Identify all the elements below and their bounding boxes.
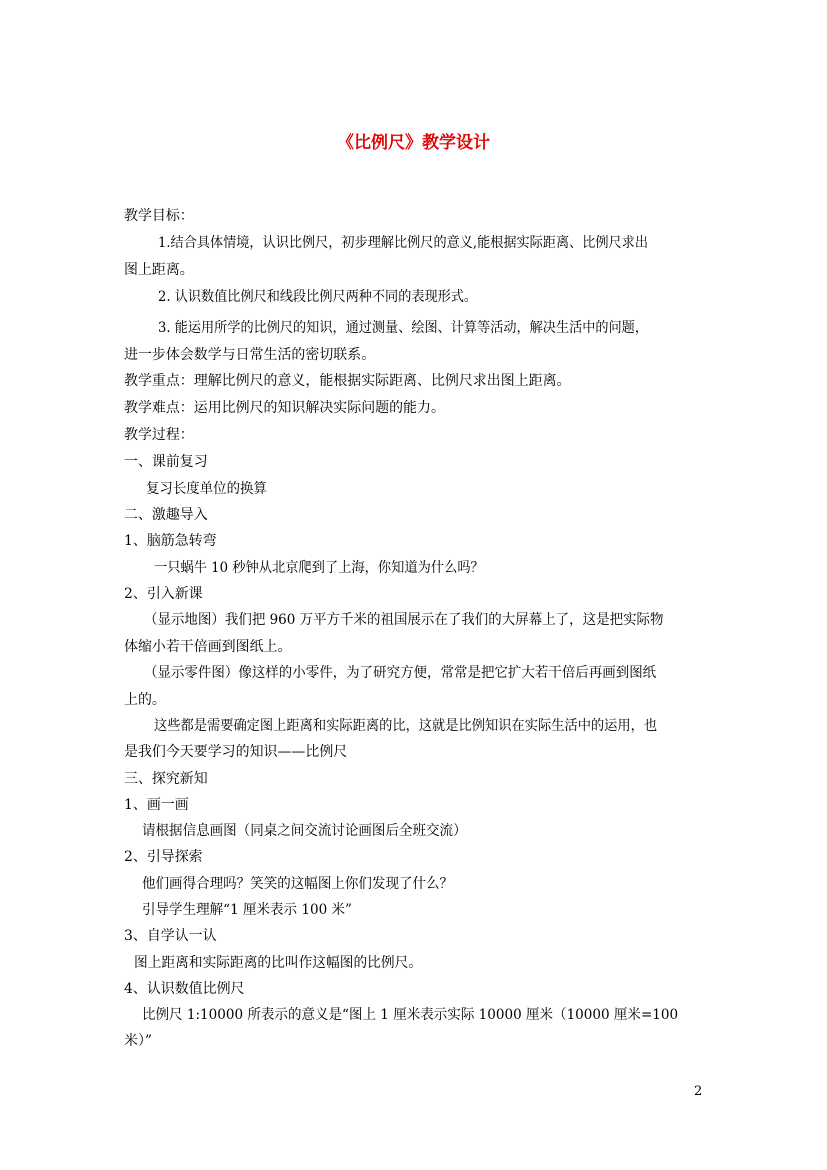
text-line: 教学过程： [124,427,194,443]
text-line: 2、引入新课 [124,586,203,602]
text-line: 体缩小若干倍画到图纸上。 [124,639,292,655]
text-line: 3. 能运用所学的比例尺的知识，通过测量、绘图、计算等活动，解决生活中的问题， [158,320,648,336]
text-line: 米）” [124,1033,153,1049]
text-line: 进一步体会数学与日常生活的密切联系。 [124,347,376,363]
text-line: 一只蜗牛 10 秒钟从北京爬到了上海，你知道为什么吗？ [154,560,484,576]
text-line: 三、探究新知 [124,771,208,787]
page-title: 《比例尺》教学设计 [337,133,490,153]
text-line: 图上距离。 [124,262,194,278]
text-line: 引导学生理解“1 厘米表示 100 米” [142,902,352,918]
text-line: 请根据信息画图（同桌之间交流讨论画图后全班交流） [142,823,467,839]
text-line: 教学目标： [124,208,194,224]
text-line: （显示地图）我们把 960 万平方千米的祖国展示在了我们的大屏幕上了，这是把实际物 [144,612,664,628]
text-line: （显示零件图）像这样的小零件，为了研究方便，常常是把它扩大若干倍后再画到图纸 [144,665,657,681]
text-line: 1.结合具体情境，认识比例尺，初步理解比例尺的意义,能根据实际距离、比例尺求出 [158,235,648,251]
text-line: 1、脑筋急转弯 [124,533,217,549]
text-line: 二、激趣导入 [124,507,208,523]
text-line: 3、自学认一认 [124,928,217,944]
text-line: 比例尺 1:10000 所表示的意义是“图上 1 厘米表示实际 10000 厘米（10000 厘米=100 [142,1007,679,1023]
text-line: 一、课前复习 [124,454,208,470]
text-line: 2、引导探索 [124,849,203,865]
text-line: 上的。 [124,692,166,708]
text-line: 这些都是需要确定图上距离和实际距离的比，这就是比例知识在实际生活中的运用，也 [154,718,658,734]
text-line: 是我们今天要学习的知识——比例尺 [124,744,348,760]
text-line: 4、认识数值比例尺 [124,981,245,997]
text-line: 图上距离和实际距离的比叫作这幅图的比例尺。 [134,955,423,971]
text-line: 1、画一画 [124,797,189,813]
text-line: 教学难点：运用比例尺的知识解决实际问题的能力。 [124,400,445,416]
text-line: 2. 认识数值比例尺和线段比例尺两种不同的表现形式。 [158,289,478,305]
text-line: 教学重点：理解比例尺的意义，能根据实际距离、比例尺求出图上距离。 [124,373,571,389]
page-number: 2 [694,1084,703,1099]
text-line: 他们画得合理吗？笑笑的这幅图上你们发现了什么？ [142,876,454,892]
text-line: 复习长度单位的换算 [146,481,267,497]
